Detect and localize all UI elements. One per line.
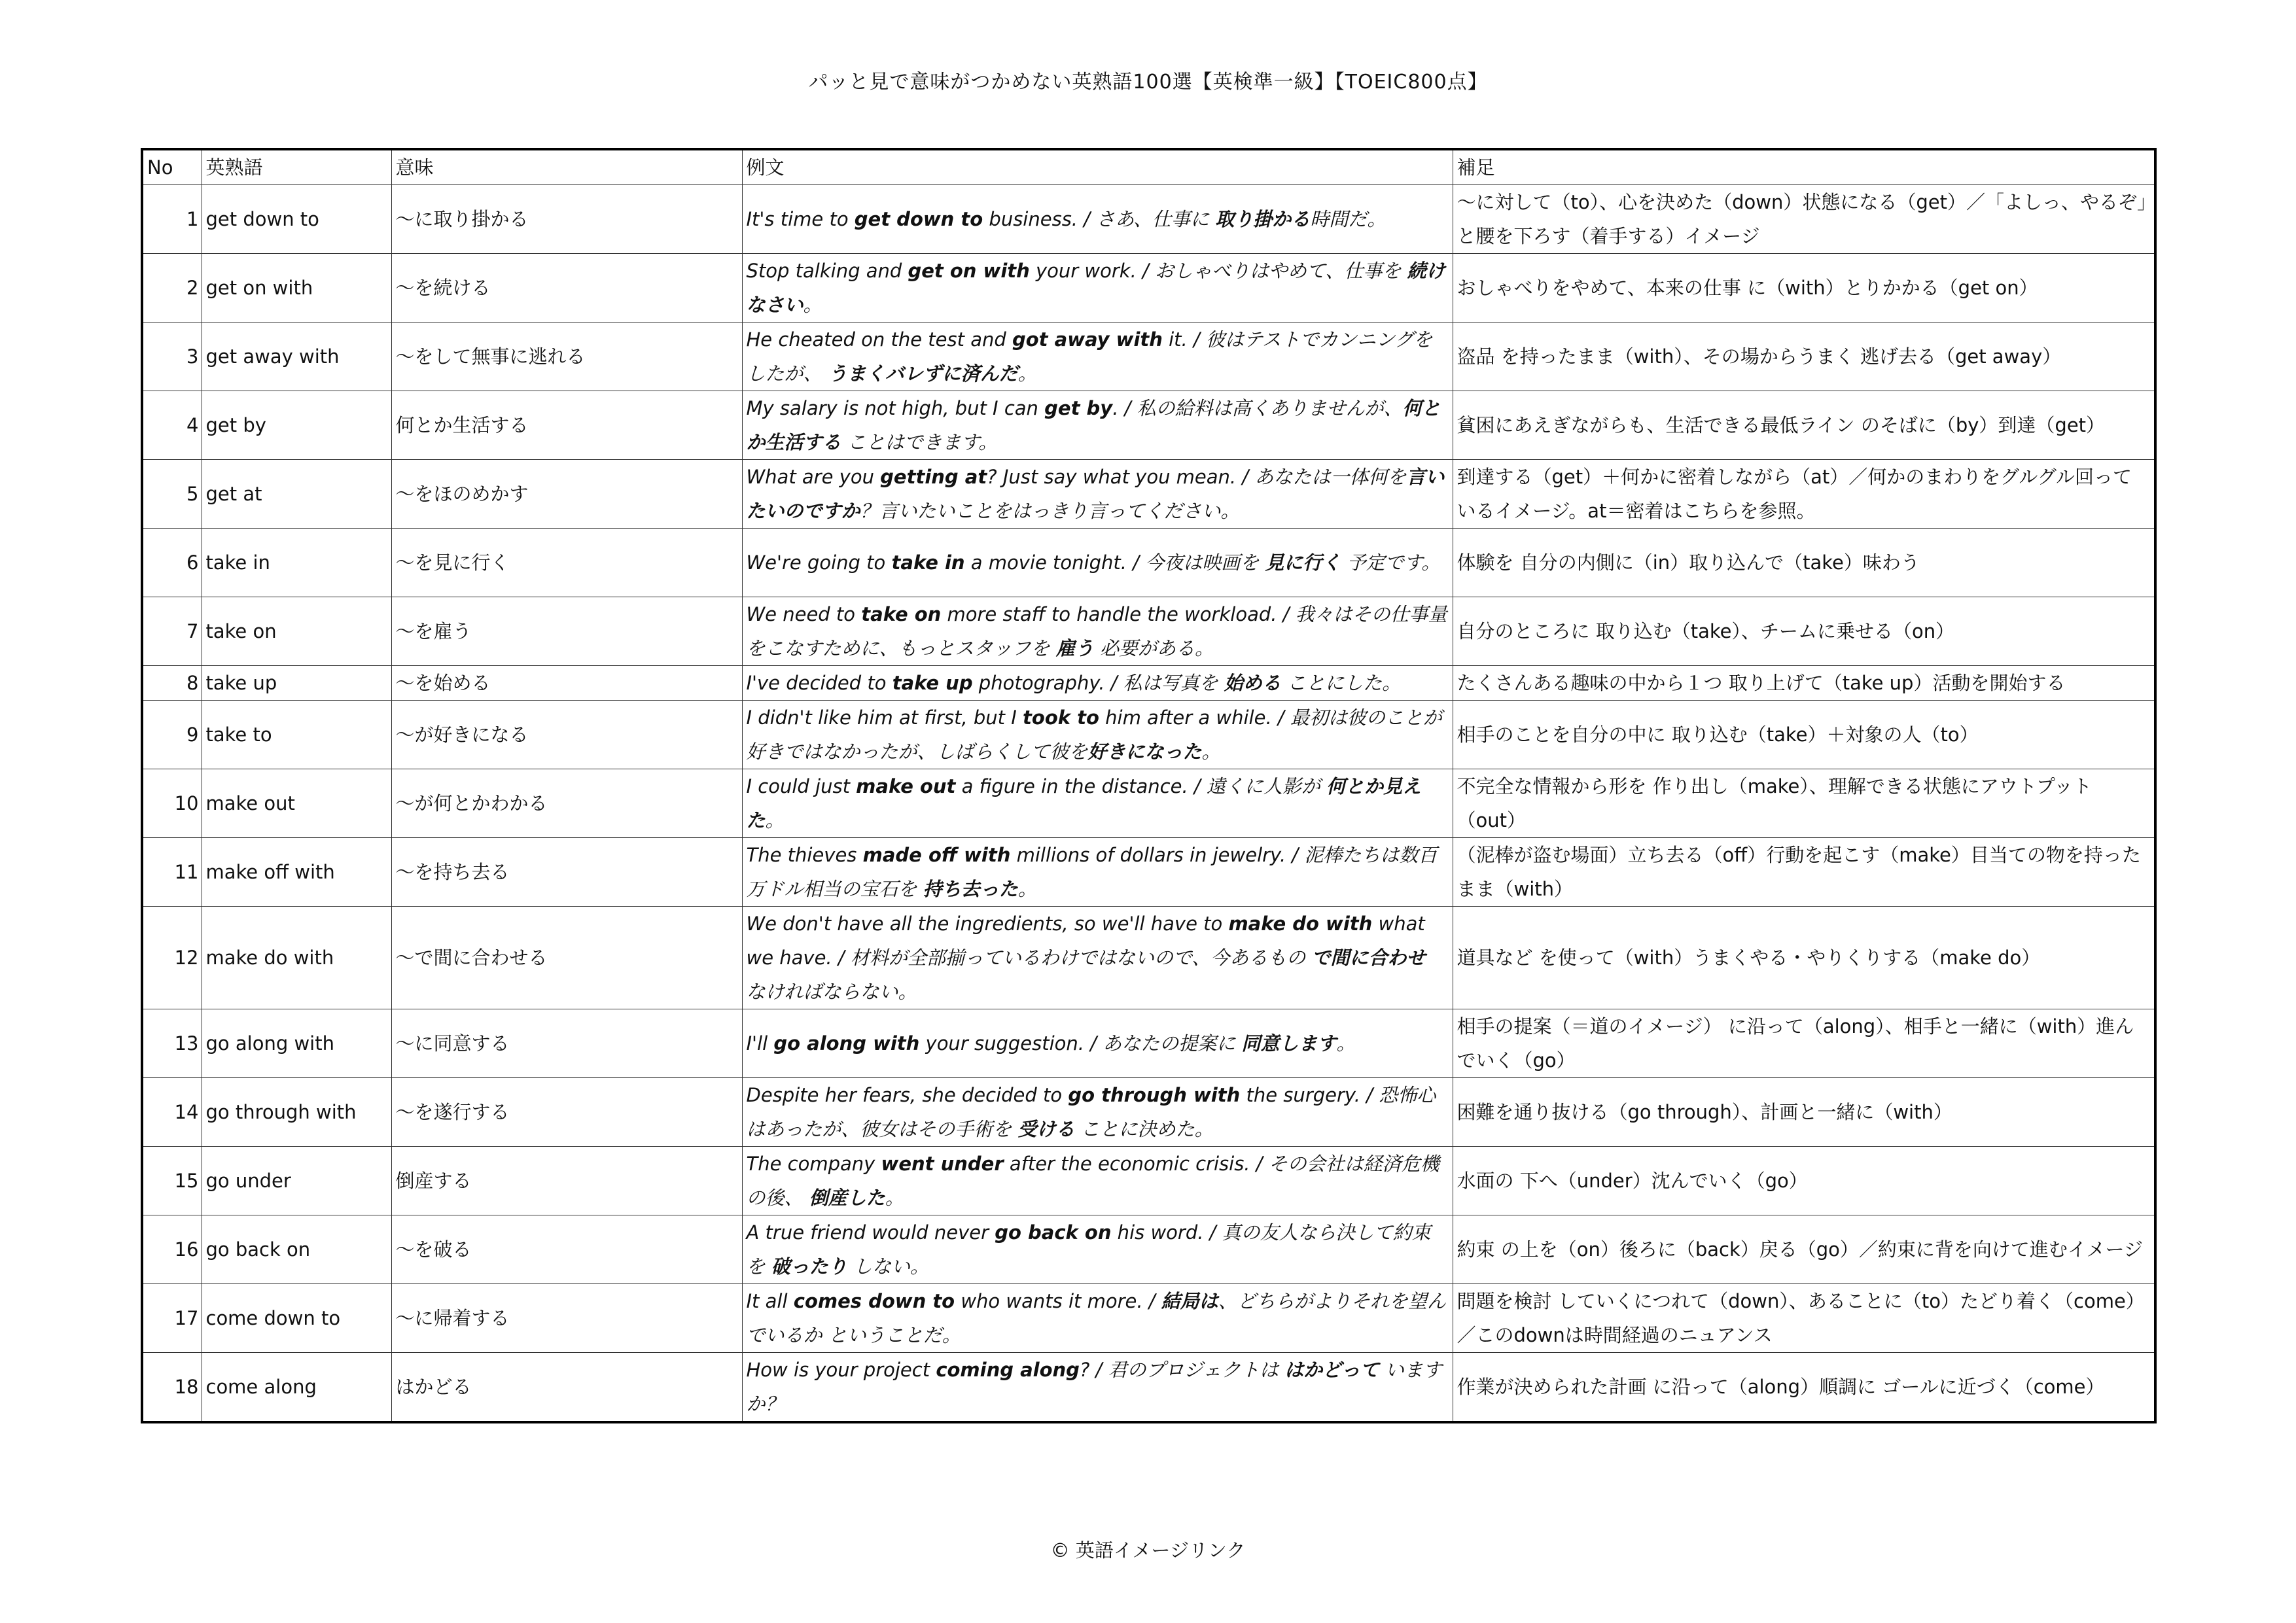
example-text: しない。 [847,1255,929,1278]
example-text: your suggestion. / あなたの提案に [919,1032,1242,1055]
example-translation-highlight: 取り掛かる [1215,208,1311,230]
example-text: photography. / 私は写真を [972,672,1224,694]
example-translation-highlight: 始める [1224,672,1281,694]
example-text: なければならない。 [746,981,917,1003]
note-cell: たくさんある趣味の中から１つ 取り上げて（take up）活動を開始する [1453,666,2155,701]
example-text: your work. / おしゃべりはやめて、仕事を [1029,260,1407,282]
example-text: We're going to [746,551,892,574]
note-cell: 盗品 を持ったまま（with）、その場からうまく 逃げ去る（get away） [1453,323,2155,391]
example-text: more staff to handle the workload. / 我々はその仕事量をこなすために、もっとスタッフを [746,603,1447,659]
idiom-cell: take in [202,529,391,597]
note-cell: （泥棒が盗む場面）立ち去る（off）行動を起こす（make）目当ての物を持ったまま（with） [1453,838,2155,907]
meaning-cell: 〜を雇う [391,597,742,666]
idiom-cell: make out [202,769,391,838]
note-cell: 体験を 自分の内側に（in）取り込んで（take）味わう [1453,529,2155,597]
meaning-cell: 〜をほのめかす [391,460,742,529]
example-idiom: take on [861,603,942,625]
idiom-cell: get by [202,391,391,460]
row-number: 12 [142,907,202,1009]
note-cell: 到達する（get）＋何かに密着しながら（at）／何かのまわりをグルグル回っているイメージ。at＝密着はこちらを参照。 [1453,460,2155,529]
example-text: his word. / 真の友人なら決して約束を [746,1221,1431,1278]
example-text: him after a while. / 最初は彼のことが好きではなかったが、しばらくして彼を [746,707,1442,763]
idiom-cell: come along [202,1353,391,1423]
header-example: 例文 [742,149,1453,185]
meaning-cell: 〜が好きになる [391,701,742,769]
idiom-cell: take on [202,597,391,666]
header-no: No [142,149,202,185]
example-translation-highlight: 結局は [1161,1290,1218,1312]
meaning-cell: はかどる [391,1353,742,1423]
table-row [142,529,2155,597]
example-text: 。 [1201,741,1221,763]
example-translation-highlight: はかどって [1284,1359,1379,1381]
example-idiom: take in [891,551,965,574]
table-row [142,701,2155,769]
example-idiom: coming along [936,1359,1080,1381]
example-cell [742,666,1453,701]
example-text: who wants it more. / [955,1290,1161,1312]
row-number: 10 [142,769,202,838]
example-text: It all [746,1290,794,1312]
row-number: 15 [142,1147,202,1215]
note-cell: 困難を通り抜ける（go through）、計画と一緒に（with） [1453,1078,2155,1147]
example-text: The thieves [746,844,863,866]
idiom-cell: get at [202,460,391,529]
example-text: ？言いたいことをはっきり言ってください。 [860,500,1240,522]
row-number: 13 [142,1009,202,1078]
example-idiom: make out [856,775,956,797]
example-cell [742,1147,1453,1215]
example-text: . / 私の給料は高くありませんが、 [1112,397,1403,419]
example-text: I've decided to [746,672,892,694]
row-number: 11 [142,838,202,907]
meaning-cell: 〜を破る [391,1215,742,1284]
example-text: ? / 君のプロジェクトは [1079,1359,1285,1381]
example-cell [742,838,1453,907]
example-translation-highlight: 見に行く [1265,551,1341,574]
row-number: 14 [142,1078,202,1147]
note-cell: 相手のことを自分の中に 取り込む（take）＋対象の人（to） [1453,701,2155,769]
example-text: いますか？ [746,1359,1442,1415]
example-text: A true friend would never [746,1221,995,1244]
example-text: 、どちらがよりそれを望んでいるか ということだ。 [746,1290,1446,1346]
example-translation-highlight: 受ける [1017,1118,1075,1140]
example-translation-highlight: 好きになった [1087,741,1202,763]
row-number: 5 [142,460,202,529]
example-idiom: went under [881,1153,1004,1175]
example-translation-highlight: うまくバレずに済んだ [828,362,1018,385]
example-cell [742,254,1453,323]
example-text: The company [746,1153,881,1175]
idiom-cell: go back on [202,1215,391,1284]
example-text: millions of dollars in jewelry. / 泥棒たちは数百万ドル相当の宝石を [746,844,1438,900]
idiom-table-wrapper [141,148,2154,1423]
example-idiom: made off with [862,844,1011,866]
example-text: We need to [746,603,862,625]
meaning-cell: 〜を始める [391,666,742,701]
example-text: 。 [803,294,822,316]
example-idiom: take up [892,672,973,694]
meaning-cell: 何とか生活する [391,391,742,460]
table-row [142,666,2155,701]
meaning-cell: 〜に帰着する [391,1284,742,1353]
example-text: I didn't like him at first, but I [746,707,1023,729]
example-translation-highlight: 言いたいのですか [746,466,1445,522]
example-text: it. / 彼はテストでカンニングをしたが、 [746,328,1433,385]
page-title: パッと見で意味がつかめない英熟語100選【英検準一級】【TOEIC800点】 [808,71,1488,94]
example-idiom: get down to [854,208,983,230]
example-translation-highlight: 何とか見えた [746,775,1422,831]
meaning-cell: 倒産する [391,1147,742,1215]
idiom-cell: go under [202,1147,391,1215]
note-cell: 〜に対して（to）、心を決めた（down）状態になる（get）／「よしっ、やるぞ」と腰を下ろす（着手する）イメージ [1453,185,2155,254]
table-row [142,769,2155,838]
example-text: business. / さあ、仕事に [983,208,1216,230]
example-text: 予定です。 [1341,551,1441,574]
table-row [142,838,2155,907]
row-number: 1 [142,185,202,254]
example-cell [742,769,1453,838]
table-row [142,185,2155,254]
example-cell [742,185,1453,254]
table-row [142,1009,2155,1078]
example-text: My salary is not high, but I can [746,397,1045,419]
table-row [142,1215,2155,1284]
example-idiom: go along with [773,1032,920,1055]
example-text: ことに決めた。 [1074,1118,1214,1140]
example-cell [742,529,1453,597]
row-number: 18 [142,1353,202,1423]
example-text: He cheated on the test and [746,328,1012,351]
table-row [142,597,2155,666]
idiom-cell: go through with [202,1078,391,1147]
row-number: 17 [142,1284,202,1353]
meaning-cell: 〜をして無事に逃れる [391,323,742,391]
example-text: 必要がある。 [1093,637,1214,659]
idiom-cell: take to [202,701,391,769]
example-idiom: got away with [1012,328,1163,351]
header-note: 補足 [1453,149,2155,185]
idiom-cell: make off with [202,838,391,907]
row-number: 8 [142,666,202,701]
example-text: 。 [1336,1032,1356,1055]
note-cell: 問題を検討 していくにつれて（down）、あることに（to）たどり着く（come）／このdownは時間経過のニュアンス [1453,1284,2155,1353]
row-number: 6 [142,529,202,597]
example-translation-highlight: 破ったり [771,1255,847,1278]
example-text: 。 [885,1187,904,1209]
note-cell: 道具など を使って（with）うまくやる・やりくりする（make do） [1453,907,2155,1009]
example-translation-highlight: 持ち去った [923,878,1018,900]
example-cell [742,1215,1453,1284]
example-text: a figure in the distance. / 遠くに人影が [955,775,1327,797]
meaning-cell: 〜で間に合わせる [391,907,742,1009]
meaning-cell: 〜に同意する [391,1009,742,1078]
example-text: Despite her fears, she decided to [746,1084,1069,1106]
example-translation-highlight: 倒産した [809,1187,885,1209]
idiom-cell: get on with [202,254,391,323]
meaning-cell: 〜に取り掛かる [391,185,742,254]
note-cell: 貧困にあえぎながらも、生活できる最低ライン のそばに（by）到達（get） [1453,391,2155,460]
example-translation-highlight: 雇う [1055,637,1094,659]
example-text: I'll [746,1032,774,1055]
meaning-cell: 〜を持ち去る [391,838,742,907]
table-row [142,460,2155,529]
example-text: Stop talking and [746,260,908,282]
example-cell [742,323,1453,391]
table-row [142,323,2155,391]
note-cell: 不完全な情報から形を 作り出し（make）、理解できる状態にアウトプット（out） [1453,769,2155,838]
table-row [142,1353,2155,1423]
example-text: ことはできます。 [841,431,998,453]
note-cell: 自分のところに 取り込む（take）、チームに乗せる（on） [1453,597,2155,666]
example-cell [742,1009,1453,1078]
meaning-cell: 〜が何とかわかる [391,769,742,838]
table-row [142,907,2155,1009]
example-text: what we have. / 材料が全部揃っているわけではないので、今あるもの [746,913,1425,969]
copyright-footer: © 英語イメージリンク [1050,1539,1246,1562]
note-cell: 水面の 下へ（under）沈んでいく（go） [1453,1147,2155,1215]
meaning-cell: 〜を遂行する [391,1078,742,1147]
meaning-cell: 〜を続ける [391,254,742,323]
idiom-cell: get down to [202,185,391,254]
header-meaning: 意味 [391,149,742,185]
header-idiom: 英熟語 [202,149,391,185]
example-cell [742,597,1453,666]
example-text: a movie tonight. / 今夜は映画を [964,551,1265,574]
example-cell [742,1353,1453,1423]
example-translation-highlight: 続けなさい [746,260,1445,316]
example-text: after the economic crisis. / その会社は経済危機の後、 [746,1153,1439,1209]
idiom-cell: make do with [202,907,391,1009]
idiom-cell: get away with [202,323,391,391]
example-idiom: get by [1044,397,1113,419]
table-row [142,1284,2155,1353]
table-row [142,391,2155,460]
example-text: ? Just say what you mean. / あなたは一体何を [987,466,1407,488]
example-idiom: comes down to [793,1290,955,1312]
idiom-cell: take up [202,666,391,701]
table-row [142,1078,2155,1147]
note-cell: 作業が決められた計画 に沿って（along）順調に ゴールに近づく（come） [1453,1353,2155,1423]
note-cell: 約束 の上を（on）後ろに（back）戻る（go）／約束に背を向けて進むイメージ [1453,1215,2155,1284]
idiom-cell: come down to [202,1284,391,1353]
note-cell: 相手の提案（＝道のイメージ） に沿って（along）、相手と一緒に（with）進んでいく（go） [1453,1009,2155,1078]
example-translation-highlight: で間に合わせ [1311,947,1426,969]
example-text: What are you [746,466,881,488]
example-text: ことにした。 [1280,672,1402,694]
note-cell: おしゃべりをやめて、本来の仕事 に（with）とりかかる（get on） [1453,254,2155,323]
example-cell [742,701,1453,769]
example-translation-highlight: 何とか生活する [746,397,1441,453]
example-cell [742,1284,1453,1353]
row-number: 4 [142,391,202,460]
example-text: It's time to [746,208,855,230]
example-text: I could just [746,775,857,797]
row-number: 3 [142,323,202,391]
example-idiom: go through with [1068,1084,1241,1106]
example-text: We don't have all the ingredients, so we'll have to [746,913,1229,935]
example-idiom: make do with [1228,913,1373,935]
example-text: 。 [765,809,785,831]
example-text: 。 [1017,878,1037,900]
example-text: 。 [1017,362,1037,385]
example-idiom: get on with [908,260,1030,282]
example-text: How is your project [746,1359,936,1381]
table-row [142,1147,2155,1215]
row-number: 16 [142,1215,202,1284]
example-cell [742,460,1453,529]
example-translation-highlight: 同意します [1241,1032,1337,1055]
idiom-table [141,148,2157,1423]
row-number: 7 [142,597,202,666]
example-text: 時間だ。 [1310,208,1386,230]
table-row [142,254,2155,323]
meaning-cell: 〜を見に行く [391,529,742,597]
example-text: the surgery. / 恐怖心はあったが、彼女はその手術を [746,1084,1436,1140]
row-number: 9 [142,701,202,769]
table-header-row [142,149,2155,185]
example-idiom: go back on [995,1221,1112,1244]
idiom-cell: go along with [202,1009,391,1078]
example-idiom: took to [1023,707,1099,729]
example-cell [742,1078,1453,1147]
row-number: 2 [142,254,202,323]
example-idiom: getting at [880,466,987,488]
example-cell [742,907,1453,1009]
example-cell [742,391,1453,460]
